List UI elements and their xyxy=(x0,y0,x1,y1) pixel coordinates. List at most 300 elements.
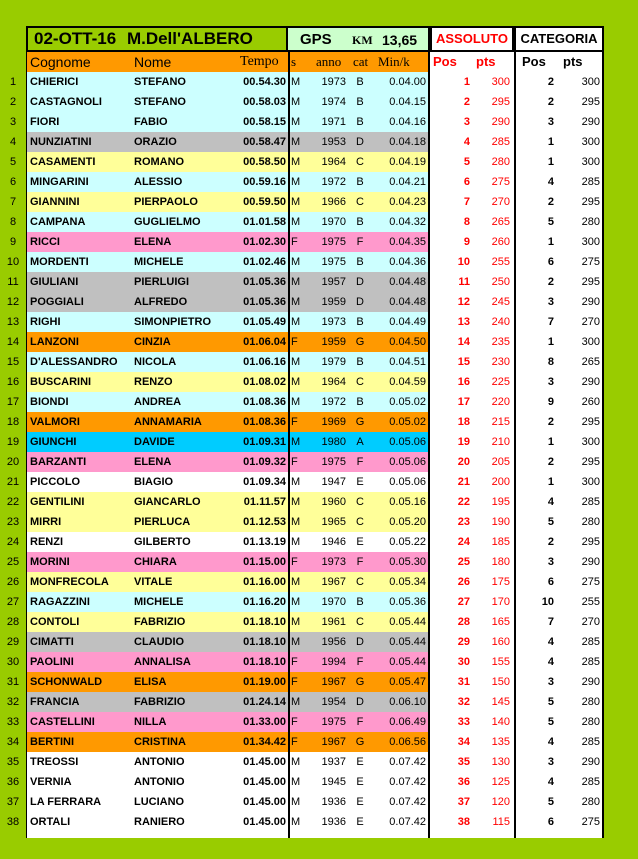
table-row xyxy=(26,592,604,612)
cell-tempo: 01.02.30 xyxy=(243,236,286,248)
cell-pos-assoluto: 12 xyxy=(457,296,470,308)
cell-pts-assoluto: 295 xyxy=(491,96,510,108)
table-row xyxy=(26,112,604,132)
cell-anno: 1964 xyxy=(321,376,346,388)
cell-cognome: RAGAZZINI xyxy=(30,596,90,608)
cell-cat: E xyxy=(356,816,364,828)
cell-nome: ROMANO xyxy=(134,156,185,168)
cell-sesso: M xyxy=(291,196,301,208)
cell-cat: F xyxy=(356,456,364,468)
cell-cat: B xyxy=(356,76,364,88)
cell-pos-assoluto: 30 xyxy=(457,656,470,668)
cell-pts-categoria: 295 xyxy=(581,276,600,288)
cell-cat: F xyxy=(356,656,364,668)
cell-tempo: 01.02.46 xyxy=(243,256,286,268)
cell-cognome: MONFRECOLA xyxy=(30,576,109,588)
cell-sesso: M xyxy=(291,796,301,808)
cell-cat: C xyxy=(356,616,364,628)
cell-anno: 1994 xyxy=(321,656,346,668)
cell-cat: F xyxy=(356,716,364,728)
cell-cognome: GIUNCHI xyxy=(30,436,77,448)
row-number: 17 xyxy=(6,396,20,408)
cell-tempo: 00.58.50 xyxy=(243,156,286,168)
row-number: 6 xyxy=(9,176,17,188)
cell-pos-categoria: 5 xyxy=(547,516,554,528)
cell-nome: MICHELE xyxy=(134,596,184,608)
cell-pos-categoria: 9 xyxy=(547,396,554,408)
cell-pos-categoria: 4 xyxy=(547,496,554,508)
cell-nome: VITALE xyxy=(134,576,173,588)
cell-sesso: M xyxy=(291,516,301,528)
cell-anno: 1973 xyxy=(321,556,346,568)
cell-pos-categoria: 4 xyxy=(547,636,554,648)
cell-pts-categoria: 295 xyxy=(581,196,600,208)
cell-minkm: 0.04.18 xyxy=(389,136,426,148)
cell-sesso: M xyxy=(291,776,301,788)
table-row xyxy=(26,232,604,252)
cell-anno: 1937 xyxy=(321,756,346,768)
cell-cognome: FIORI xyxy=(30,116,60,128)
row-number: 19 xyxy=(6,436,20,448)
cell-tempo: 01.45.00 xyxy=(243,816,286,828)
row-number: 7 xyxy=(9,196,17,208)
cell-cat: G xyxy=(355,416,365,428)
cell-cognome: NUNZIATINI xyxy=(30,136,92,148)
cell-pts-assoluto: 175 xyxy=(491,576,510,588)
cell-pos-categoria: 1 xyxy=(547,236,554,248)
col-pos-assoluto: Pos xyxy=(433,54,457,69)
cell-nome: DAVIDE xyxy=(134,436,175,448)
cell-pos-assoluto: 26 xyxy=(457,576,470,588)
table-row xyxy=(26,372,604,392)
cell-minkm: 0.04.48 xyxy=(389,296,426,308)
cell-cat: G xyxy=(355,336,365,348)
row-number: 25 xyxy=(6,556,20,568)
cell-pos-assoluto: 25 xyxy=(457,556,470,568)
cell-anno: 1959 xyxy=(321,296,346,308)
cell-cat: A xyxy=(356,436,364,448)
cell-cognome: CHIERICI xyxy=(30,76,79,88)
cell-pts-categoria: 280 xyxy=(581,216,600,228)
table-row xyxy=(26,72,604,92)
cell-nome: FABIO xyxy=(134,116,168,128)
categoria-heading: CATEGORIA xyxy=(514,26,604,52)
cell-pos-categoria: 4 xyxy=(547,736,554,748)
cell-cognome: BARZANTI xyxy=(30,456,87,468)
cell-minkm: 0.05.16 xyxy=(389,496,426,508)
cell-cat: C xyxy=(356,496,364,508)
cell-tempo: 01.09.31 xyxy=(243,436,286,448)
cell-nome: ELENA xyxy=(134,236,172,248)
cell-minkm: 0.04.15 xyxy=(389,96,426,108)
cell-anno: 1961 xyxy=(321,616,346,628)
cell-cognome: MORDENTI xyxy=(30,256,89,268)
race-location: M.Dell'ALBERO xyxy=(126,29,253,48)
cell-anno: 1966 xyxy=(321,196,346,208)
cell-anno: 1971 xyxy=(321,116,346,128)
table-row xyxy=(26,492,604,512)
cell-pts-assoluto: 200 xyxy=(491,476,510,488)
cell-cat: D xyxy=(356,696,364,708)
cell-minkm: 0.07.42 xyxy=(389,816,426,828)
cell-anno: 1965 xyxy=(321,516,346,528)
cell-pts-assoluto: 290 xyxy=(491,116,510,128)
cell-sesso: M xyxy=(291,616,301,628)
cell-minkm: 0.06.56 xyxy=(389,736,426,748)
column-header-row xyxy=(26,52,604,72)
race-date: 02-OTT-16 xyxy=(34,29,117,48)
row-number: 36 xyxy=(6,776,20,788)
cell-minkm: 0.04.49 xyxy=(389,316,426,328)
cell-tempo: 01.24.14 xyxy=(243,696,286,708)
cell-pos-assoluto: 20 xyxy=(457,456,470,468)
cell-minkm: 0.04.32 xyxy=(389,216,426,228)
cell-sesso: M xyxy=(291,576,301,588)
cell-pos-categoria: 5 xyxy=(547,796,554,808)
cell-minkm: 0.04.35 xyxy=(389,236,426,248)
table-row xyxy=(26,152,604,172)
cell-sesso: M xyxy=(291,396,301,408)
cell-tempo: 01.34.42 xyxy=(243,736,286,748)
cell-pos-assoluto: 19 xyxy=(457,436,470,448)
table-row xyxy=(26,752,604,772)
cell-nome: MICHELE xyxy=(134,256,184,268)
cell-minkm: 0.05.34 xyxy=(389,576,426,588)
cell-pos-categoria: 3 xyxy=(547,556,554,568)
cell-sesso: M xyxy=(291,636,301,648)
cell-minkm: 0.07.42 xyxy=(389,776,426,788)
cell-tempo: 00.54.30 xyxy=(243,76,286,88)
cell-nome: CLAUDIO xyxy=(134,636,185,648)
cell-sesso: M xyxy=(291,376,301,388)
cell-cognome: GIANNINI xyxy=(30,196,80,208)
row-number: 28 xyxy=(6,616,20,628)
cell-tempo: 01.13.19 xyxy=(243,536,286,548)
row-number: 37 xyxy=(6,796,20,808)
cell-anno: 1936 xyxy=(321,796,346,808)
cell-anno: 1960 xyxy=(321,496,346,508)
row-number: 15 xyxy=(6,356,20,368)
cell-cat: C xyxy=(356,516,364,528)
cell-pos-assoluto: 9 xyxy=(463,236,470,248)
cell-cognome: BUSCARINI xyxy=(30,376,92,388)
cell-minkm: 0.04.19 xyxy=(389,156,426,168)
col-cognome: Cognome xyxy=(30,54,91,70)
cell-pos-categoria: 2 xyxy=(547,456,554,468)
cell-pts-assoluto: 160 xyxy=(491,636,510,648)
cell-pts-categoria: 285 xyxy=(581,496,600,508)
cell-pos-assoluto: 10 xyxy=(457,256,470,268)
cell-cat: B xyxy=(356,256,364,268)
cell-pts-categoria: 285 xyxy=(581,736,600,748)
table-row xyxy=(26,212,604,232)
cell-cat: D xyxy=(356,276,364,288)
cell-pos-assoluto: 29 xyxy=(457,636,470,648)
table-row xyxy=(26,252,604,272)
cell-pts-categoria: 285 xyxy=(581,776,600,788)
row-number: 24 xyxy=(6,536,20,548)
cell-pos-categoria: 2 xyxy=(547,276,554,288)
cell-pts-categoria: 280 xyxy=(581,516,600,528)
row-number: 5 xyxy=(9,156,17,168)
cell-anno: 1967 xyxy=(321,676,346,688)
row-number: 12 xyxy=(6,296,20,308)
row-number: 4 xyxy=(9,136,17,148)
cell-pts-assoluto: 185 xyxy=(491,536,510,548)
col-nome: Nome xyxy=(134,54,172,70)
row-number: 8 xyxy=(9,216,17,228)
cell-pos-categoria: 2 xyxy=(547,96,554,108)
cell-sesso: M xyxy=(291,216,301,228)
cell-tempo: 00.58.47 xyxy=(243,136,286,148)
cell-pts-categoria: 285 xyxy=(581,636,600,648)
cell-tempo: 01.12.53 xyxy=(243,516,286,528)
col-pts-categoria: pts xyxy=(563,54,583,69)
table-row xyxy=(26,472,604,492)
cell-cognome: LANZONI xyxy=(30,336,79,348)
table-row xyxy=(26,412,604,432)
cell-sesso: F xyxy=(291,416,298,428)
cell-tempo: 00.58.15 xyxy=(243,116,286,128)
cell-cognome: GIULIANI xyxy=(30,276,79,288)
table-row xyxy=(26,612,604,632)
cell-pts-categoria: 300 xyxy=(581,476,600,488)
cell-cognome: RIGHI xyxy=(30,316,61,328)
cell-pts-categoria: 280 xyxy=(581,796,600,808)
cell-pos-categoria: 4 xyxy=(547,776,554,788)
cell-sesso: M xyxy=(291,696,301,708)
cell-pts-assoluto: 190 xyxy=(491,516,510,528)
cell-pts-categoria: 300 xyxy=(581,76,600,88)
cell-cognome: CONTOLI xyxy=(30,616,80,628)
cell-minkm: 0.05.44 xyxy=(389,656,426,668)
cell-cognome: BIONDI xyxy=(30,396,69,408)
cell-pts-categoria: 300 xyxy=(581,136,600,148)
cell-pts-assoluto: 230 xyxy=(491,356,510,368)
table-row xyxy=(26,652,604,672)
cell-pos-assoluto: 33 xyxy=(457,716,470,728)
cell-pts-assoluto: 280 xyxy=(491,156,510,168)
row-number: 2 xyxy=(9,96,17,108)
cell-pts-assoluto: 210 xyxy=(491,436,510,448)
cell-pos-assoluto: 31 xyxy=(457,676,470,688)
cell-minkm: 0.05.20 xyxy=(389,516,426,528)
cell-pos-assoluto: 24 xyxy=(457,536,470,548)
cell-pts-categoria: 290 xyxy=(581,676,600,688)
cell-pts-assoluto: 285 xyxy=(491,136,510,148)
cell-pos-categoria: 1 xyxy=(547,436,554,448)
cell-minkm: 0.05.44 xyxy=(389,616,426,628)
cell-cat: C xyxy=(356,196,364,208)
cell-tempo: 01.16.00 xyxy=(243,576,286,588)
cell-pos-categoria: 3 xyxy=(547,376,554,388)
cell-anno: 1980 xyxy=(321,436,346,448)
cell-pos-categoria: 5 xyxy=(547,716,554,728)
cell-cognome: PICCOLO xyxy=(30,476,81,488)
cell-pts-assoluto: 245 xyxy=(491,296,510,308)
cell-pts-categoria: 255 xyxy=(581,596,600,608)
row-number: 21 xyxy=(6,476,20,488)
table-row xyxy=(26,572,604,592)
cell-minkm: 0.05.06 xyxy=(389,476,426,488)
cell-pts-categoria: 290 xyxy=(581,296,600,308)
cell-cognome: POGGIALI xyxy=(30,296,84,308)
cell-cat: C xyxy=(356,576,364,588)
table-row xyxy=(26,172,604,192)
cell-tempo: 01.33.00 xyxy=(243,716,286,728)
cell-pts-assoluto: 130 xyxy=(491,756,510,768)
col-minkm: Min/k xyxy=(378,54,410,69)
cell-pos-assoluto: 17 xyxy=(457,396,470,408)
cell-sesso: F xyxy=(291,336,298,348)
cell-sesso: M xyxy=(291,596,301,608)
cell-nome: CHIARA xyxy=(134,556,177,568)
cell-tempo: 01.18.10 xyxy=(243,636,286,648)
cell-anno: 1945 xyxy=(321,776,346,788)
col-pts-assoluto: pts xyxy=(476,54,496,69)
cell-cognome: ORTALI xyxy=(30,816,71,828)
cell-pos-assoluto: 11 xyxy=(458,276,470,288)
cell-pts-categoria: 270 xyxy=(581,616,600,628)
assoluto-heading: ASSOLUTO xyxy=(430,26,514,52)
cell-nome: ELENA xyxy=(134,456,172,468)
cell-pos-categoria: 5 xyxy=(547,696,554,708)
row-number: 18 xyxy=(6,416,20,428)
cell-pos-categoria: 3 xyxy=(547,676,554,688)
cell-pos-categoria: 7 xyxy=(547,316,554,328)
cell-pos-categoria: 2 xyxy=(547,536,554,548)
title-date-location xyxy=(26,26,288,52)
cell-anno: 1956 xyxy=(321,636,346,648)
cell-nome: GIANCARLO xyxy=(134,496,201,508)
table-row xyxy=(26,292,604,312)
cell-tempo: 01.16.20 xyxy=(243,596,286,608)
cell-pos-assoluto: 36 xyxy=(457,776,470,788)
row-number: 14 xyxy=(6,336,20,348)
cell-pos-assoluto: 14 xyxy=(457,336,470,348)
cell-pos-categoria: 7 xyxy=(547,616,554,628)
cell-sesso: M xyxy=(291,156,301,168)
table-row xyxy=(26,732,604,752)
cell-tempo: 01.01.58 xyxy=(243,216,286,228)
km-value: 13,65 xyxy=(382,32,418,48)
cell-pos-assoluto: 22 xyxy=(457,496,470,508)
cell-anno: 1975 xyxy=(321,236,346,248)
cell-pos-assoluto: 2 xyxy=(463,96,470,108)
cell-minkm: 0.05.36 xyxy=(389,596,426,608)
table-row xyxy=(26,772,604,792)
cell-cat: C xyxy=(356,156,364,168)
cell-minkm: 0.07.42 xyxy=(389,756,426,768)
cell-minkm: 0.04.16 xyxy=(389,116,426,128)
cell-pts-categoria: 265 xyxy=(581,356,600,368)
cell-anno: 1974 xyxy=(321,96,346,108)
cell-cat: B xyxy=(356,596,364,608)
cell-pos-categoria: 1 xyxy=(547,476,554,488)
cell-cat: B xyxy=(356,116,364,128)
cell-pts-assoluto: 260 xyxy=(491,236,510,248)
table-row xyxy=(26,192,604,212)
table-row xyxy=(26,532,604,552)
cell-nome: CINZIA xyxy=(134,336,171,348)
cell-pos-categoria: 2 xyxy=(547,416,554,428)
col-anno: anno xyxy=(316,54,342,69)
cell-anno: 1936 xyxy=(321,816,346,828)
cell-cognome: RENZI xyxy=(30,536,63,548)
cell-tempo: 01.09.32 xyxy=(243,456,286,468)
cell-pos-assoluto: 7 xyxy=(463,196,470,208)
cell-cat: B xyxy=(356,316,364,328)
cell-pos-assoluto: 6 xyxy=(463,176,470,188)
cell-nome: ANDREA xyxy=(134,396,182,408)
cell-pts-assoluto: 170 xyxy=(491,596,510,608)
cell-pts-assoluto: 135 xyxy=(491,736,510,748)
cell-pos-categoria: 2 xyxy=(547,196,554,208)
cell-cat: C xyxy=(356,376,364,388)
cell-sesso: M xyxy=(291,116,301,128)
cell-cognome: MIRRI xyxy=(30,516,62,528)
cell-tempo: 01.05.36 xyxy=(243,296,286,308)
cell-pos-assoluto: 21 xyxy=(457,476,470,488)
cell-pts-assoluto: 140 xyxy=(491,716,510,728)
cell-pts-assoluto: 215 xyxy=(491,416,510,428)
cell-tempo: 01.06.04 xyxy=(243,336,286,348)
cell-cat: G xyxy=(355,676,365,688)
title-gps-km xyxy=(288,26,428,52)
cell-pos-assoluto: 13 xyxy=(457,316,470,328)
cell-sesso: M xyxy=(291,176,301,188)
cell-minkm: 0.05.30 xyxy=(389,556,426,568)
row-number: 9 xyxy=(9,236,17,248)
cell-pts-categoria: 300 xyxy=(581,236,600,248)
table-row xyxy=(26,352,604,372)
cell-pos-categoria: 8 xyxy=(547,356,554,368)
cell-cognome: RICCI xyxy=(30,236,60,248)
cell-cognome: VERNIA xyxy=(30,776,72,788)
cell-cat: F xyxy=(356,236,364,248)
cell-pts-assoluto: 180 xyxy=(491,556,510,568)
cell-pos-assoluto: 37 xyxy=(457,796,470,808)
table-row xyxy=(26,712,604,732)
cell-cat: D xyxy=(356,136,364,148)
cell-tempo: 01.18.10 xyxy=(243,656,286,668)
cell-pts-categoria: 300 xyxy=(581,156,600,168)
cell-pos-assoluto: 32 xyxy=(457,696,470,708)
cell-pts-categoria: 290 xyxy=(581,756,600,768)
cell-cat: B xyxy=(356,356,364,368)
cell-pts-categoria: 280 xyxy=(581,716,600,728)
cell-pts-assoluto: 145 xyxy=(491,696,510,708)
cell-nome: BIAGIO xyxy=(134,476,174,488)
cell-pts-categoria: 275 xyxy=(581,576,600,588)
cell-anno: 1967 xyxy=(321,576,346,588)
cell-pts-categoria: 290 xyxy=(581,556,600,568)
cell-nome: ELISA xyxy=(134,676,167,688)
results-sheet xyxy=(26,26,604,838)
cell-pos-categoria: 1 xyxy=(547,156,554,168)
cell-cat: E xyxy=(356,756,364,768)
cell-minkm: 0.05.44 xyxy=(389,636,426,648)
cell-nome: NILLA xyxy=(134,716,167,728)
cell-anno: 1953 xyxy=(321,136,346,148)
cell-nome: STEFANO xyxy=(134,96,186,108)
cell-pts-assoluto: 125 xyxy=(491,776,510,788)
cell-tempo: 01.08.36 xyxy=(243,416,286,428)
cell-cognome: MORINI xyxy=(30,556,70,568)
cell-nome: GILBERTO xyxy=(134,536,191,548)
cell-nome: SIMONPIETRO xyxy=(134,316,212,328)
cell-pos-assoluto: 23 xyxy=(457,516,470,528)
